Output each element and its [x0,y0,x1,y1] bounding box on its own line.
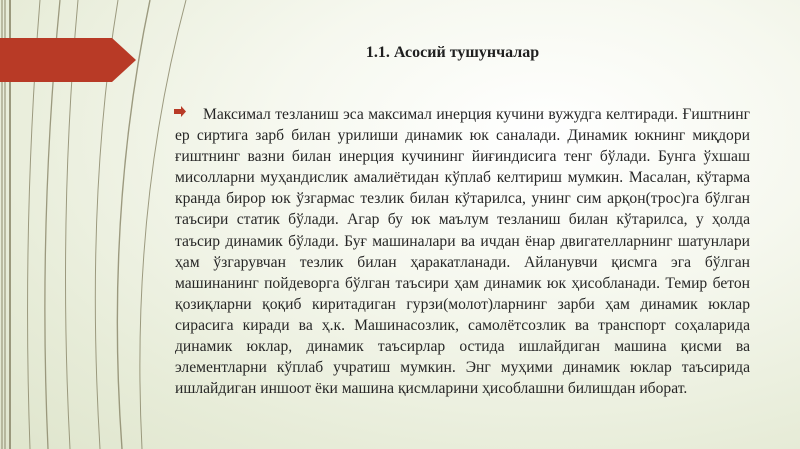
arrow-bullet-icon [173,105,187,121]
slide-body [175,104,750,399]
body-paragraph-text: Максимал тезланиш эса максимал инерция кучини вужудга келтиради. Ғиштнинг ер сиртига зарб билан урилиши динамик юк саналади. Динамик юкнинг миқдори ғиштнинг вазни билан инерция кучининг йиғиндисига тенг бўлади. Бунга ўхшаш мисолларни муҳандислик амалиётидан кўплаб келтириш мумкин. Масалан, кўтарма кранда бирор юк ўзгармас тезлик билан кўтарилса, унинг сим арқон(трос)га бўлган таъсири статик бўлади. Агар бу юк маълум тезланиш билан кўтарилса, у ҳолда таъсир динамик бўлади. Буғ машиналари ва ичдан ёнар двигателларнинг шатунлари ҳам ўзгарувчан тезлик билан ҳаракатланади. Айланувчи қисмга эга бўлган машинанинг пойдеворга бўлган таъсири ҳам динамик юк ҳисобланади. Темир бетон қозиқларни қоқиб киритадиган гурзи(молот)ларнинг зарби ҳам динамик юклар сирасига киради ва ҳ.к. Машинасозлик, самолётсозлик ва транспорт соҳаларида динамик юклар, динамик таъсирлар остида ишлайдиган машина қисми ва элементларни кўплаб учратиш мумкин. Энг муҳими динамик юклар таъсирида ишлайдиган иншоот ёки машина қисмларини ҳисоблашни билишдан иборат. [175,106,750,398]
body-paragraph [175,104,750,399]
slide-title: 1.1. Асосий тушунчалар [365,44,540,61]
